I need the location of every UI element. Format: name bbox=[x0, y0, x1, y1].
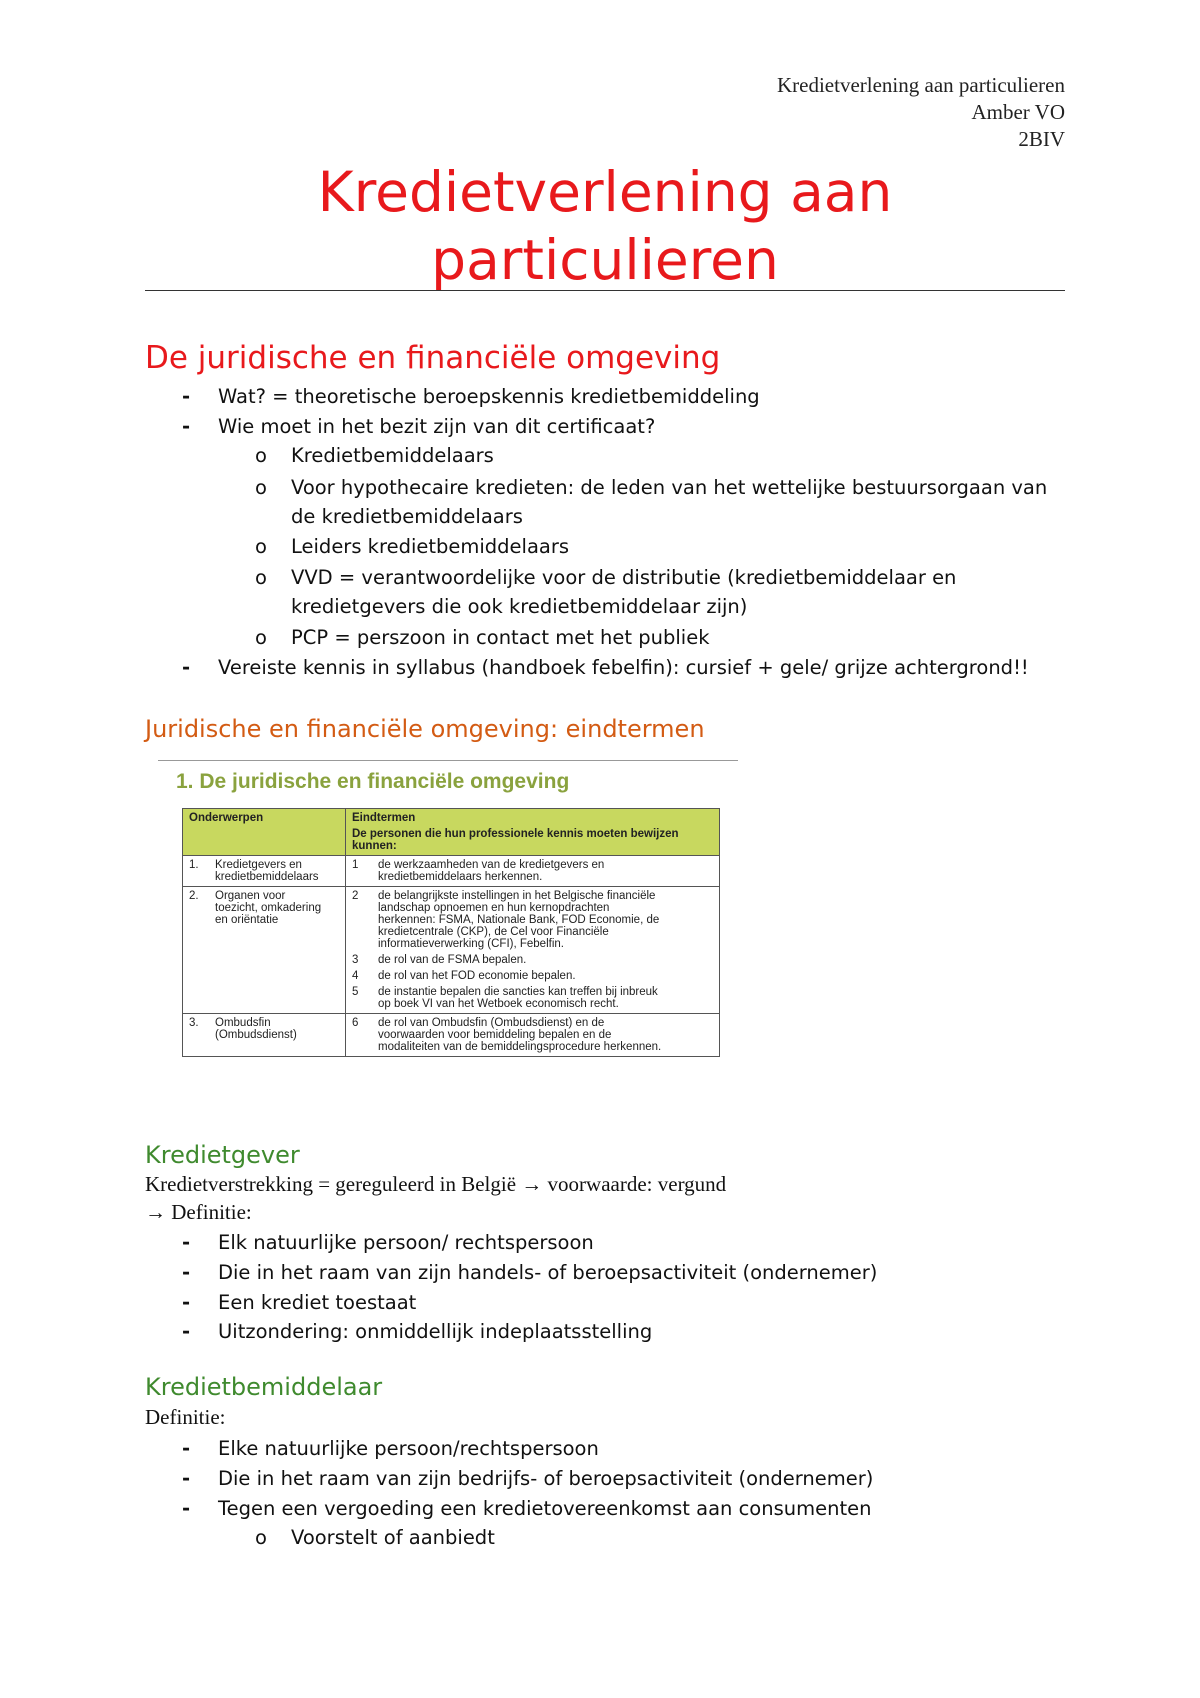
list-item-text: PCP = perszoon in contact met het publiek bbox=[291, 626, 710, 649]
bullet-dash: - bbox=[182, 385, 191, 408]
cell-text: Kredietgevers en bbox=[215, 859, 302, 871]
cell-text: de rol van Ombudsfin (Ombudsdienst) en de bbox=[378, 1017, 605, 1029]
cell-number: 1. bbox=[189, 859, 199, 871]
screenshot-title: 1. De juridische en financiële omgeving bbox=[176, 770, 570, 793]
bullet-circle: o bbox=[255, 476, 267, 499]
cell-text: Ombudsfin bbox=[215, 1017, 271, 1029]
paragraph-line bbox=[145, 1200, 252, 1225]
list-item-text: Leiders kredietbemiddelaars bbox=[291, 535, 570, 558]
list-item-text: Een krediet toestaat bbox=[218, 1291, 417, 1314]
list-item-text: Tegen een vergoeding een kredietovereenkomst aan consumenten bbox=[218, 1497, 872, 1520]
paragraph-line bbox=[145, 1172, 726, 1197]
cell-text: landschap opnoemen en hun kernopdrachten bbox=[378, 902, 610, 914]
list-item-text: Voorstelt of aanbiedt bbox=[291, 1526, 495, 1549]
table-header-eindtermen-label: Eindtermen bbox=[352, 812, 416, 824]
table-cell-term bbox=[346, 1014, 720, 1057]
bullet-circle: o bbox=[255, 444, 267, 467]
bullet-dash: - bbox=[182, 1497, 191, 1520]
list-item-text: Die in het raam van zijn bedrijfs- of beroepsactiviteit (ondernemer) bbox=[218, 1467, 874, 1490]
cell-text: kredietcentrale (CKP), de Cel voor Financiële bbox=[378, 926, 609, 938]
sub-list-item bbox=[255, 563, 957, 592]
paragraph-text: voorwaarde: vergund bbox=[547, 1172, 727, 1196]
table-row bbox=[183, 856, 720, 887]
cell-text: en oriëntatie bbox=[215, 914, 279, 926]
list-item-text: Die in het raam van zijn handels- of beroepsactiviteit (ondernemer) bbox=[218, 1261, 878, 1284]
cell-text: kredietbemiddelaars herkennen. bbox=[378, 871, 543, 883]
bullet-circle: o bbox=[255, 535, 267, 558]
table-header-eindtermen bbox=[346, 809, 720, 856]
arrow-right-icon: → bbox=[521, 1172, 543, 1196]
cell-number: 5 bbox=[352, 986, 359, 998]
cell-text: de instantie bepalen die sancties kan treffen bij inbreuk bbox=[378, 986, 658, 998]
list-item bbox=[182, 1464, 874, 1493]
section-heading-juridische-omgeving: De juridische en financiële omgeving bbox=[145, 340, 721, 376]
bullet-dash: - bbox=[182, 1231, 191, 1254]
screenshot-rule bbox=[158, 760, 738, 761]
list-item bbox=[182, 1288, 417, 1317]
eindtermen-table bbox=[182, 808, 720, 1057]
cell-number: 6 bbox=[352, 1017, 359, 1029]
bullet-dash: - bbox=[182, 1291, 191, 1314]
table-header-onderwerpen: Onderwerpen bbox=[183, 809, 346, 856]
sub-list-item-continuation: de kredietbemiddelaars bbox=[291, 505, 523, 528]
cell-text: voorwaarden voor bemiddeling bepalen en de bbox=[378, 1029, 612, 1041]
bullet-dash: - bbox=[182, 1437, 191, 1460]
list-item-text: Uitzondering: onmiddellijk indeplaatsstelling bbox=[218, 1320, 653, 1343]
list-item-text: VVD = verantwoordelijke voor de distributie (kredietbemiddelaar en bbox=[291, 566, 957, 589]
sub-list-item-continuation: kredietgevers die ook kredietbemiddelaar zijn) bbox=[291, 595, 748, 618]
list-item-text: Voor hypothecaire kredieten: de leden van het wettelijke bestuursorgaan van bbox=[291, 476, 1048, 499]
cell-number: 2 bbox=[352, 890, 359, 902]
list-item bbox=[182, 1228, 594, 1257]
cell-number: 3 bbox=[352, 954, 359, 966]
table-cell-term bbox=[346, 856, 720, 887]
list-item bbox=[182, 1434, 599, 1463]
table-header-subtitle: De personen die hun professionele kennis moeten bewijzen kunnen: bbox=[352, 828, 679, 852]
cell-text: kredietbemiddelaars bbox=[215, 871, 319, 883]
cell-text: (Ombudsdienst) bbox=[215, 1029, 297, 1041]
page-title bbox=[145, 158, 1065, 294]
embedded-table-screenshot bbox=[158, 760, 738, 1120]
bullet-circle: o bbox=[255, 626, 267, 649]
list-item-text: Wat? = theoretische beroepskennis kredietbemiddeling bbox=[218, 385, 760, 408]
table-row bbox=[183, 1014, 720, 1057]
cell-number: 2. bbox=[189, 890, 199, 902]
title-rule bbox=[145, 290, 1065, 291]
cell-text: de werkzaamheden van de kredietgevers en bbox=[378, 859, 605, 871]
list-item-text: Vereiste kennis in syllabus (handboek febelfin): cursief + gele/ grijze achtergrond!! bbox=[218, 656, 1029, 679]
cell-text: de rol van het FOD economie bepalen. bbox=[378, 970, 576, 982]
cell-text: Organen voor bbox=[215, 890, 286, 902]
cell-text: de rol van de FSMA bepalen. bbox=[378, 954, 527, 966]
bullet-dash: - bbox=[182, 1320, 191, 1343]
section-heading-eindtermen: Juridische en financiële omgeving: eindtermen bbox=[145, 715, 705, 743]
cell-text: de belangrijkste instellingen in het Belgische financiële bbox=[378, 890, 656, 902]
list-item-text: Wie moet in het bezit zijn van dit certificaat? bbox=[218, 415, 656, 438]
table-cell-subject bbox=[183, 856, 346, 887]
paragraph-text: Kredietverstrekking = gereguleerd in België bbox=[145, 1172, 517, 1196]
sub-list-item bbox=[255, 473, 1048, 502]
sub-list-item bbox=[255, 441, 494, 470]
cell-text: informatieverwerking (CFI), Febelfin. bbox=[378, 938, 564, 950]
header-class: 2BIV bbox=[1018, 127, 1065, 151]
table-cell-subject bbox=[183, 1014, 346, 1057]
list-item bbox=[182, 382, 760, 411]
cell-text: modaliteiten van de bemiddelingsprocedure herkennen. bbox=[378, 1041, 662, 1053]
table-header-row bbox=[183, 809, 720, 856]
header-doc-title: Kredietverlening aan particulieren bbox=[776, 73, 1065, 97]
list-item-text: Elke natuurlijke persoon/rechtspersoon bbox=[218, 1437, 599, 1460]
bullet-circle: o bbox=[255, 566, 267, 589]
section-heading-kredietbemiddelaar: Kredietbemiddelaar bbox=[145, 1373, 383, 1401]
cell-text: herkennen: FSMA, Nationale Bank, FOD Economie, de bbox=[378, 914, 660, 926]
table-cell-subject bbox=[183, 887, 346, 1014]
paragraph-line: Definitie: bbox=[145, 1405, 226, 1429]
table-cell-term bbox=[346, 887, 720, 1014]
list-item bbox=[182, 1317, 653, 1346]
cell-number: 1 bbox=[352, 859, 359, 871]
list-item bbox=[182, 653, 1029, 682]
bullet-dash: - bbox=[182, 1467, 191, 1490]
sub-list-item bbox=[255, 1523, 495, 1552]
cell-number: 3. bbox=[189, 1017, 199, 1029]
cell-text: toezicht, omkadering bbox=[215, 902, 322, 914]
page-title-line1: Kredietverlening aan bbox=[317, 160, 893, 224]
header-author: Amber VO bbox=[971, 100, 1065, 124]
bullet-circle: o bbox=[255, 1526, 267, 1549]
bullet-dash: - bbox=[182, 656, 191, 679]
list-item bbox=[182, 412, 656, 441]
sub-list-item bbox=[255, 532, 570, 561]
list-item bbox=[182, 1258, 878, 1287]
arrow-right-icon: → bbox=[145, 1200, 166, 1224]
cell-text: op boek VI van het Wetboek economisch recht. bbox=[378, 998, 619, 1010]
list-item-text: Elk natuurlijke persoon/ rechtspersoon bbox=[218, 1231, 594, 1254]
section-heading-kredietgever: Kredietgever bbox=[145, 1141, 300, 1169]
list-item bbox=[182, 1494, 872, 1523]
bullet-dash: - bbox=[182, 1261, 191, 1284]
cell-number: 4 bbox=[352, 970, 359, 982]
page-title-line2: particulieren bbox=[431, 228, 779, 292]
list-item-text: Kredietbemiddelaars bbox=[291, 444, 494, 467]
sub-list-item bbox=[255, 623, 710, 652]
table-row bbox=[183, 887, 720, 1014]
bullet-dash: - bbox=[182, 415, 191, 438]
paragraph-text: Definitie: bbox=[171, 1200, 252, 1224]
